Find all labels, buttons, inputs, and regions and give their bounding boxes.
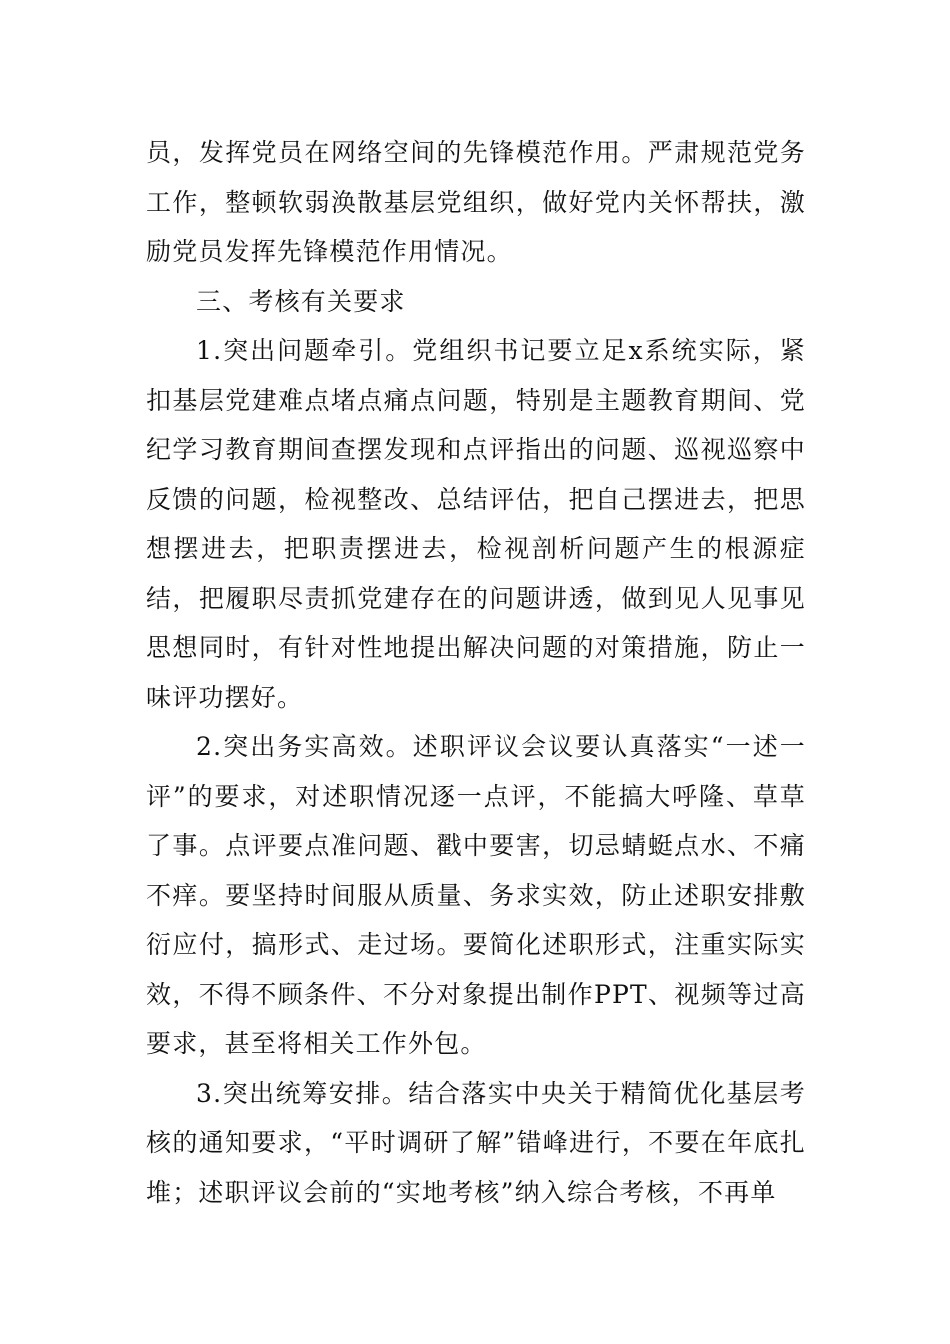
paragraph-item-3: 3.突出统筹安排。结合落实中央关于精简优化基层考核的通知要求，“平时调研了解”错峰进行，不要在年底扎堆；述职评议会前的“实地考核”纳入综合考核，不再单 bbox=[146, 1078, 806, 1207]
section-heading: 三、考核有关要求 bbox=[196, 286, 406, 316]
paragraph-item-1: 1.突出问题牵引。党组织书记要立足x系统实际，紧扣基层党建难点堵点痛点问题，特别是主题教育期间、党纪学习教育期间查摆发现和点评指出的问题、巡视巡察中反馈的问题，检视整改、总结评估，把自己摆进去，把思想摆进去，把职责摆进去，检视剖析问题产生的根源症结，把履职尽责抓党建存在的问题讲透，做到见人见事见思想同时，有针对性地提出解决问题的对策措施，防止一味评功摆好。 bbox=[146, 336, 806, 712]
document-body bbox=[146, 128, 806, 1217]
paragraph-continued: 员，发挥党员在网络空间的先锋模范作用。严肃规范党务工作，整顿软弱涣散基层党组织，做好党内关怀帮扶，激励党员发挥先锋模范作用情况。 bbox=[146, 138, 806, 266]
paragraph-item-2: 2.突出务实高效。述职评议会议要认真落实“一述一评”的要求，对述职情况逐一点评，不能搞大呼隆、草草了事。点评要点准问题、戳中要害，切忌蜻蜓点水、不痛不痒。要坚持时间服从质量、务求实效，防止述职安排敷衍应付，搞形式、走过场。要简化述职形式，注重实际实效，不得不顾条件、不分对象提出制作PPT、视频等过高要求，甚至将相关工作外包。 bbox=[146, 732, 806, 1058]
